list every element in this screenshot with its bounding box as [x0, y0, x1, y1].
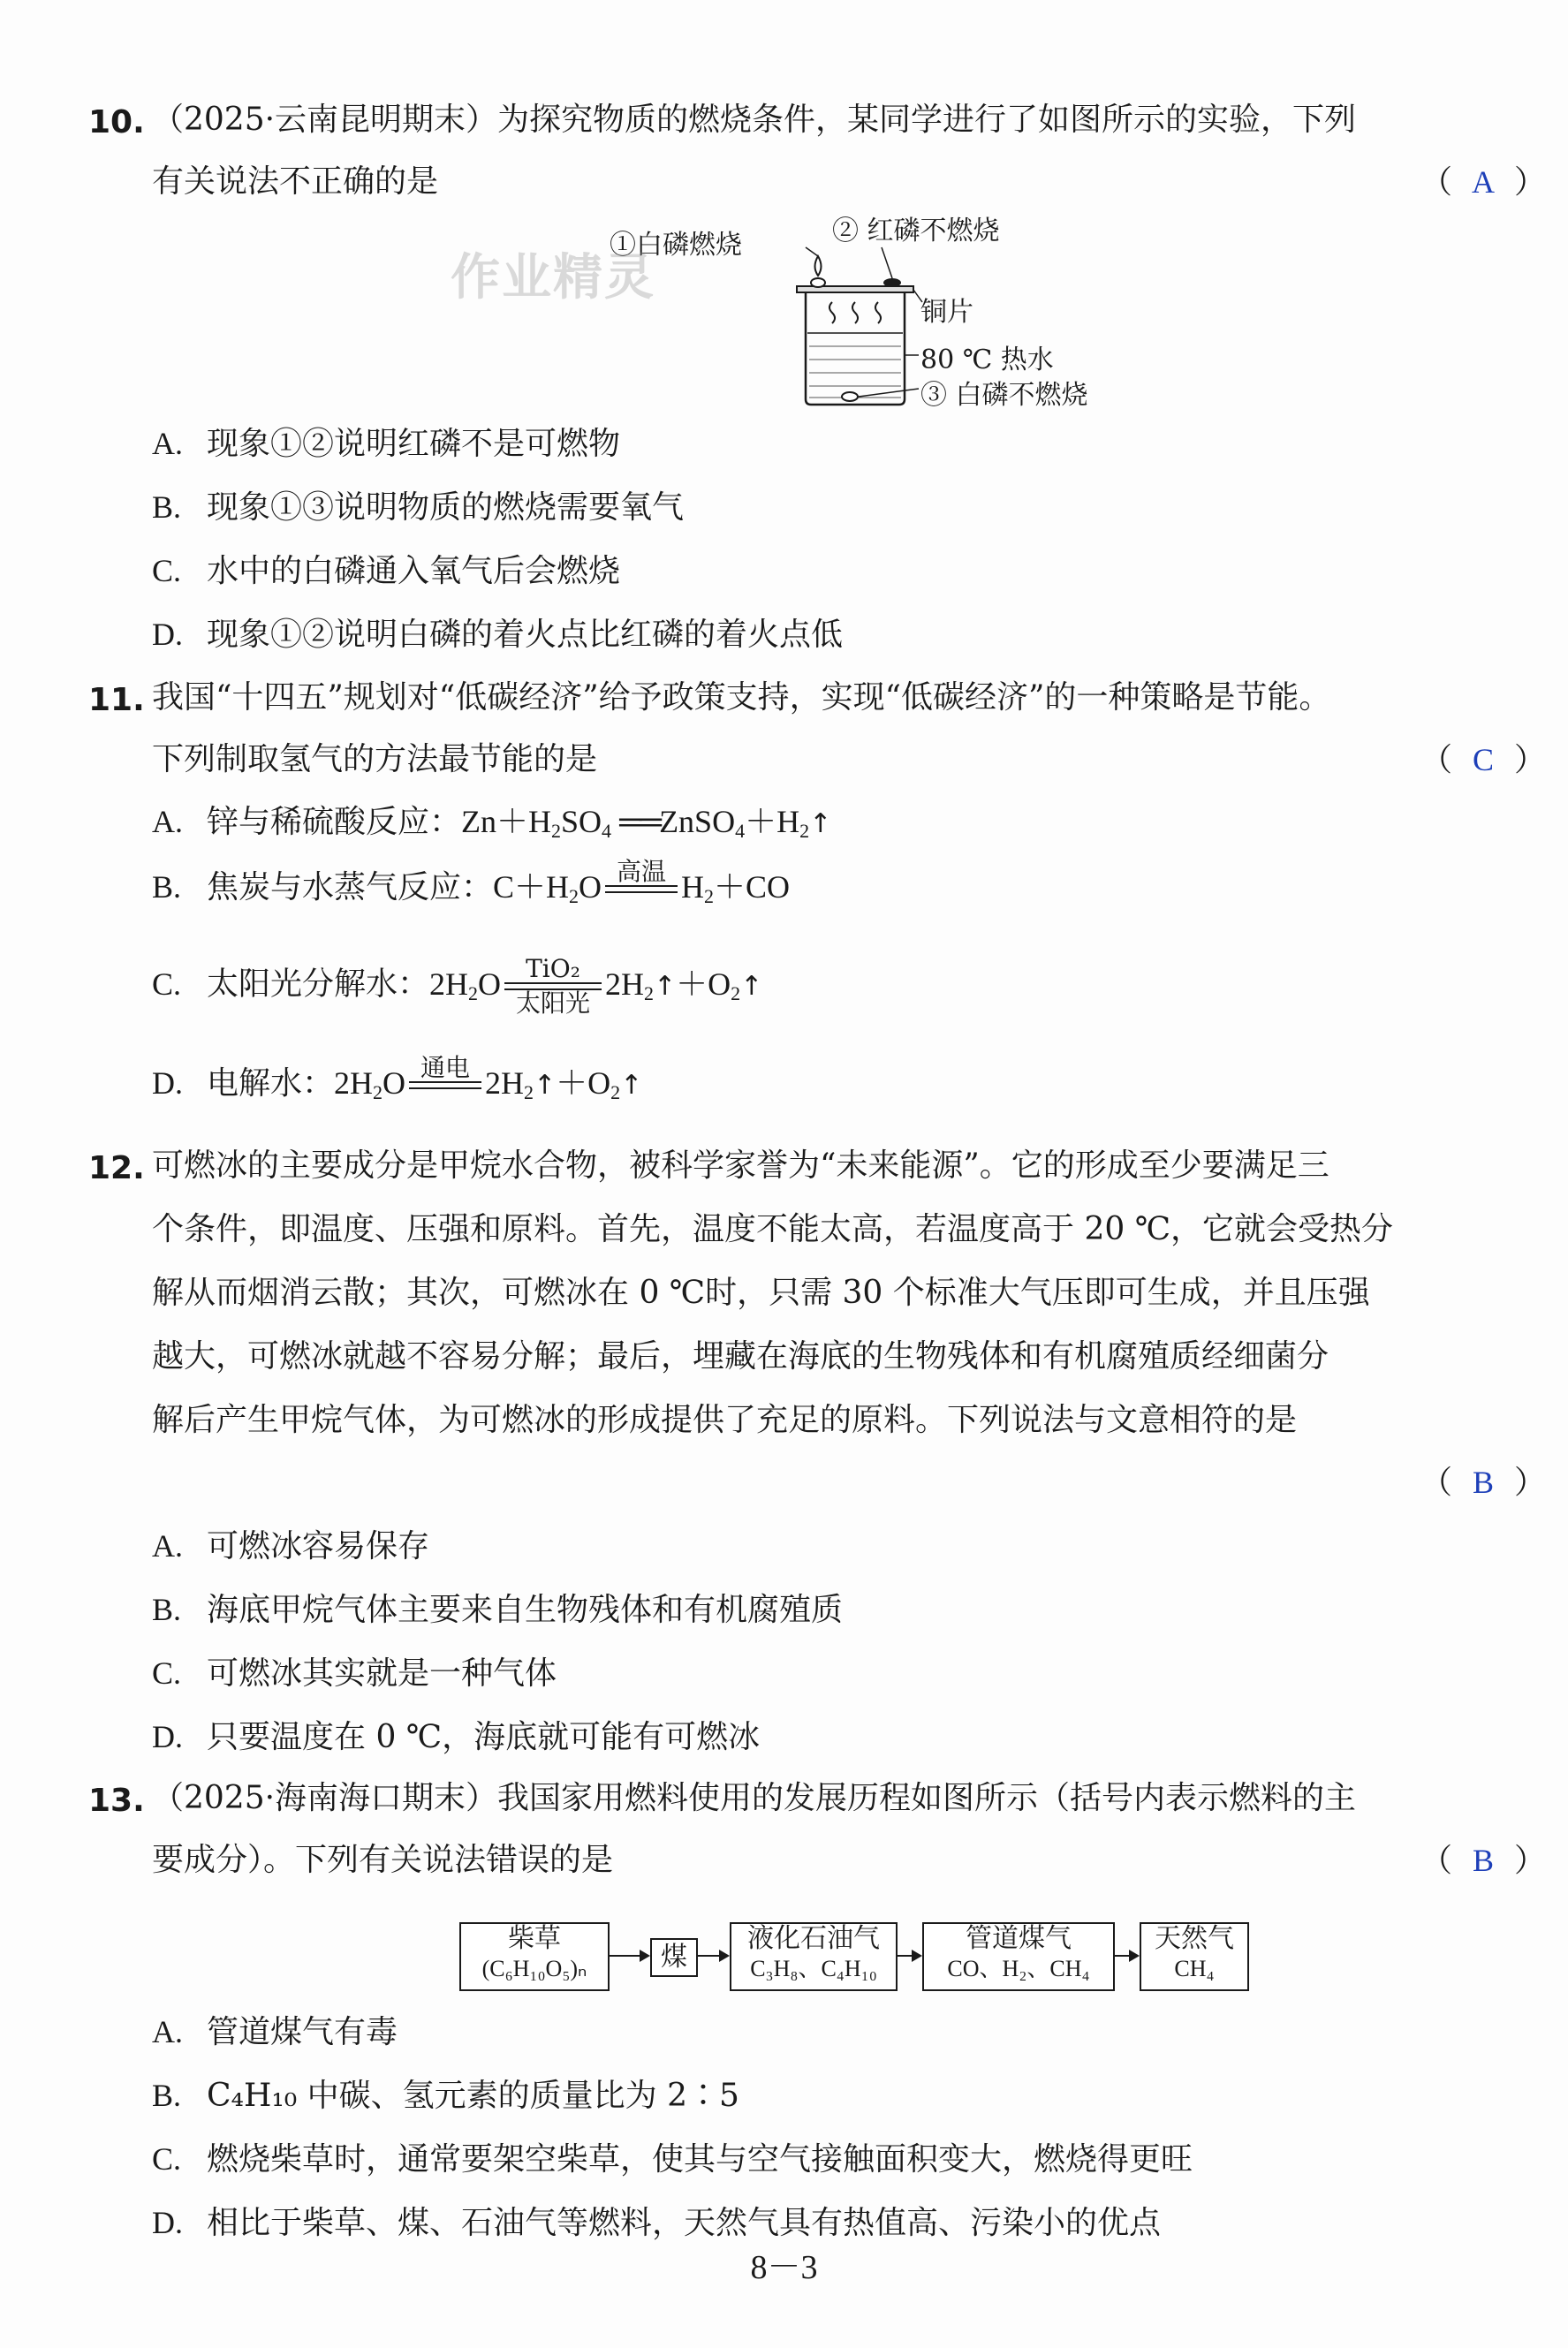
flow-box-pipe-gas: 管道煤气 CO、H₂、CH₄ [922, 1922, 1115, 1991]
experiment-diagram [601, 216, 1095, 411]
option-d: D. 相比于柴草、煤、石油气等燃料，天然气具有热值高、污染小的优点 [152, 2205, 1162, 2241]
label-red-phosphorus: ② 红磷不燃烧 [832, 216, 1000, 246]
question-text: 个条件，即温度、压强和原料。首先，温度不能太高，若温度高于 20 ℃，它就会受热分 [152, 1211, 1393, 1247]
fuel-flow-diagram [459, 1915, 1254, 2003]
question-number: 13. [88, 1783, 145, 1819]
flow-box-firewood: 柴草 (C₆H₁₀O₅)ₙ [459, 1922, 610, 1991]
label-copper-plate: 铜片 [920, 297, 973, 328]
answer-box: （ A ） [1420, 164, 1546, 201]
flow-arrow [896, 1955, 920, 1957]
question-text: 解后产生甲烷气体，为可燃冰的形成提供了充足的原料。下列说法与文意相符的是 [152, 1402, 1298, 1438]
answer-letter: A [1471, 164, 1495, 200]
answer-letter: C [1472, 742, 1494, 777]
question-text: 可燃冰的主要成分是甲烷水合物，被科学家誉为“未来能源”。它的形成至少要满足三 [152, 1147, 1329, 1184]
question-number: 12. [88, 1150, 145, 1186]
option-c: C. 水中的白磷通入氧气后会燃烧 [152, 553, 621, 589]
option-a: A. 锌与稀硫酸反应：$Zn+H_2SO_4$ $══ZnSO_4+H_2↑$ [152, 804, 832, 842]
option-c: C. 燃烧柴草时，通常要架空柴草，使其与空气接触面积变大，燃烧得更旺 [152, 2141, 1193, 2178]
answer-letter: B [1472, 1843, 1494, 1878]
question-text: 解从而烟消云散；其次，可燃冰在 0 ℃时，只需 30 个标准大气压即可生成，并且压强 [152, 1275, 1370, 1311]
option-b: B. 现象①③说明物质的燃烧需要氧气 [152, 489, 685, 526]
option-a: A. 现象①②说明红磷不是可燃物 [152, 426, 621, 462]
label-white-phosphorus-water: ③ 白磷不燃烧 [920, 380, 1088, 411]
question-text: （2025·云南昆明期末）为探究物质的燃烧条件，某同学进行了如图所示的实验，下列 [152, 102, 1357, 138]
question-text: 要成分）。下列有关说法错误的是 [152, 1842, 614, 1878]
option-b: B. C₄H₁₀ 中碳、氢元素的质量比为 2∶5 [152, 2078, 739, 2114]
option-c: C. 太阳光分解水：$2H_2O$ TiO₂ 太阳光 $2H_2↑+O_2↑$ [152, 954, 763, 1018]
option-d: D. 只要温度在 0 ℃，海底就可能有可燃冰 [152, 1719, 761, 1755]
question-text: 我国“十四五”规划对“低碳经济”给予政策支持，实现“低碳经济”的一种策略是节能。 [152, 679, 1331, 716]
option-d: D. 现象①②说明白磷的着火点比红磷的着火点低 [152, 617, 844, 653]
flow-box-natural-gas: 天然气 CH₄ [1140, 1922, 1249, 1991]
page-number: 8－3 [750, 2249, 818, 2286]
flow-arrow [608, 1955, 648, 1957]
answer-box: （ C ） [1420, 742, 1546, 778]
question-text: （2025·海南海口期末）我国家用燃料使用的发展历程如图所示（括号内表示燃料的主 [152, 1780, 1357, 1816]
label-hot-water: 80 ℃ 热水 [920, 345, 1054, 375]
option-b: B. 焦炭与水蒸气反应：$C+H_2O$ 高温 $H_2+CO$ [152, 856, 791, 907]
question-number: 10. [88, 104, 145, 140]
answer-letter: B [1472, 1465, 1494, 1500]
question-number: 11. [88, 682, 145, 718]
flow-box-lpg: 液化石油气 C₃H₈、C₄H₁₀ [730, 1922, 898, 1991]
option-a: A. 可燃冰容易保存 [152, 1528, 430, 1564]
reaction-condition: 高温 [617, 856, 667, 886]
answer-box: （ B ） [1420, 1465, 1546, 1501]
option-b: B. 海底甲烷气体主要来自生物残体和有机腐殖质 [152, 1592, 844, 1628]
question-text: 有关说法不正确的是 [152, 163, 439, 200]
reaction-condition-bottom: 太阳光 [516, 988, 591, 1018]
question-text: 下列制取氢气的方法最节能的是 [152, 741, 598, 777]
option-d: D. 电解水：$2H_2O$ 通电 $2H_2↑+O_2↑$ [152, 1052, 643, 1103]
label-white-phosphorus-burning: ①白磷燃烧 [610, 230, 742, 261]
watermark: 作业精灵 [451, 249, 655, 307]
option-c: C. 可燃冰其实就是一种气体 [152, 1655, 557, 1692]
answer-box: （ B ） [1420, 1843, 1546, 1879]
question-text: 越大，可燃冰就越不容易分解；最后，埋藏在海底的生物残体和有机腐殖质经细菌分 [152, 1338, 1329, 1375]
flow-box-coal: 煤 [650, 1938, 698, 1977]
flow-arrow [696, 1955, 728, 1957]
flow-arrow [1113, 1955, 1138, 1957]
reaction-condition-top: TiO₂ [526, 954, 580, 983]
option-a: A. 管道煤气有毒 [152, 2014, 398, 2050]
reaction-condition: 通电 [420, 1052, 471, 1082]
